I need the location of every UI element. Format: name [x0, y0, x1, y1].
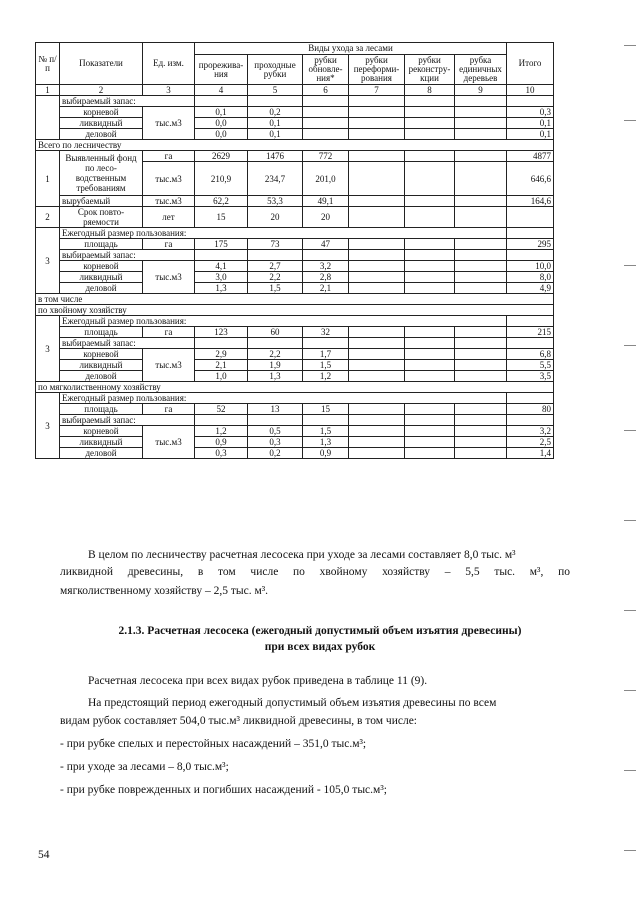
value-cell: 1,9 [248, 360, 303, 371]
table-row [36, 360, 554, 371]
value-cell: 1,5 [303, 360, 349, 371]
row-label: выбираемый запас: [60, 338, 195, 349]
total-cell: 3,5 [507, 371, 554, 382]
column-header-indicators: Показатели [60, 43, 143, 85]
value-cell: 0,5 [248, 426, 303, 437]
table-row [36, 118, 554, 129]
value-cell: 2,1 [195, 360, 248, 371]
row-label: площадь [60, 239, 143, 250]
table-row [36, 327, 554, 338]
section-label: по хвойному хозяйству [36, 305, 554, 316]
column-number: 8 [405, 85, 455, 96]
bullet-item: - при рубке спелых и перестойных насаждений – 351,0 тыс.м³; [60, 738, 367, 750]
value-cell [303, 118, 349, 129]
scan-edge-mark [624, 120, 636, 121]
table-row [36, 283, 554, 294]
row-label: ликвидный [60, 118, 143, 129]
scan-edge-mark [624, 430, 636, 431]
scan-edge-mark [624, 770, 636, 771]
column-number: 1 [36, 85, 60, 96]
table-row [36, 437, 554, 448]
column-header-type: прорежива-ния [195, 55, 248, 85]
value-cell [455, 162, 507, 196]
value-cell [405, 196, 455, 207]
num-cell: 3 [36, 316, 60, 382]
unit-cell: га [143, 327, 195, 338]
value-cell [455, 261, 507, 272]
value-cell: 1476 [248, 151, 303, 162]
value-cell [455, 239, 507, 250]
value-cell: 210,9 [195, 162, 248, 196]
value-cell [405, 207, 455, 228]
column-number: 7 [349, 85, 405, 96]
value-cell [303, 129, 349, 140]
num-cell: 1 [36, 151, 60, 207]
total-cell: 8,0 [507, 272, 554, 283]
value-cell [405, 448, 455, 459]
total-cell: 2,5 [507, 437, 554, 448]
value-cell [455, 404, 507, 415]
column-header-type: рубка единичных деревьев [455, 55, 507, 85]
section-label: Всего по лесничеству [36, 140, 554, 151]
value-cell: 62,2 [195, 196, 248, 207]
value-cell: 3,2 [303, 261, 349, 272]
table-row [36, 207, 554, 228]
table-row [36, 316, 554, 327]
section-row [36, 294, 554, 305]
value-cell [405, 261, 455, 272]
table-row [36, 371, 554, 382]
value-cell: 2629 [195, 151, 248, 162]
scan-edge-mark [624, 345, 636, 346]
total-cell: 80 [507, 404, 554, 415]
value-cell: 0,2 [248, 107, 303, 118]
value-cell: 20 [248, 207, 303, 228]
value-cell [455, 151, 507, 162]
value-cell [349, 437, 405, 448]
total-cell: 215 [507, 327, 554, 338]
value-cell [349, 349, 405, 360]
num-cell: 2 [36, 207, 60, 228]
value-cell: 1,3 [195, 283, 248, 294]
table-row [36, 261, 554, 272]
value-cell [349, 371, 405, 382]
value-cell: 15 [195, 207, 248, 228]
section-label: в том числе [36, 294, 554, 305]
total-cell: 10,0 [507, 261, 554, 272]
value-cell [455, 426, 507, 437]
unit-cell: тыс.м3 [143, 426, 195, 459]
value-cell: 0,0 [195, 129, 248, 140]
column-number: 6 [303, 85, 349, 96]
row-label: корневой [60, 426, 143, 437]
value-cell: 1,3 [303, 437, 349, 448]
column-number: 9 [455, 85, 507, 96]
value-cell [455, 129, 507, 140]
row-label: деловой [60, 448, 143, 459]
table-row [36, 196, 554, 207]
column-header-total: Итого [507, 43, 554, 85]
value-cell [349, 162, 405, 196]
value-cell [455, 448, 507, 459]
value-cell [349, 283, 405, 294]
value-cell: 52 [195, 404, 248, 415]
total-cell: 0,1 [507, 118, 554, 129]
table-row [36, 349, 554, 360]
row-label: деловой [60, 283, 143, 294]
row-label: площадь [60, 404, 143, 415]
table-row [36, 129, 554, 140]
row-label: выбираемый запас: [60, 96, 195, 107]
value-cell [405, 239, 455, 250]
value-cell [405, 272, 455, 283]
value-cell: 1,7 [303, 349, 349, 360]
value-cell [349, 118, 405, 129]
section-heading-line-1: 2.1.3. Расчетная лесосека (ежегодный допустимый объем изъятия древесины) [118, 625, 522, 637]
section-row [36, 305, 554, 316]
value-cell: 0,9 [195, 437, 248, 448]
value-cell [455, 283, 507, 294]
value-cell [455, 349, 507, 360]
row-label: вырубаемый [60, 196, 143, 207]
value-cell: 1,5 [303, 426, 349, 437]
unit-cell: тыс.м3 [143, 107, 195, 140]
value-cell: 201,0 [303, 162, 349, 196]
total-cell: 4877 [507, 151, 554, 162]
bullet-item: - при уходе за лесами – 8,0 тыс.м³; [60, 761, 229, 773]
column-header-type: рубки обновле-ния* [303, 55, 349, 85]
scan-edge-mark [624, 850, 636, 851]
unit-cell: га [143, 151, 195, 162]
scan-edge-mark [624, 45, 636, 46]
column-header-type: рубки реконстру-кции [405, 55, 455, 85]
num-cell: 3 [36, 393, 60, 459]
num-cell: 3 [36, 228, 60, 294]
table-row [36, 107, 554, 118]
value-cell [455, 437, 507, 448]
value-cell [405, 349, 455, 360]
column-group-header: Виды ухода за лесами [195, 43, 507, 55]
value-cell [455, 327, 507, 338]
value-cell [455, 118, 507, 129]
value-cell: 53,3 [248, 196, 303, 207]
value-cell: 1,2 [195, 426, 248, 437]
row-label: выбираемый запас: [60, 415, 195, 426]
total-cell: 295 [507, 239, 554, 250]
value-cell: 0,3 [248, 437, 303, 448]
value-cell [349, 404, 405, 415]
row-label: ликвидный [60, 360, 143, 371]
row-label: корневой [60, 107, 143, 118]
value-cell [405, 107, 455, 118]
forest-care-table [35, 42, 554, 459]
value-cell: 2,9 [195, 349, 248, 360]
value-cell [405, 283, 455, 294]
value-cell: 2,8 [303, 272, 349, 283]
value-cell: 0,0 [195, 118, 248, 129]
value-cell: 2,7 [248, 261, 303, 272]
row-label: ликвидный [60, 437, 143, 448]
value-cell [349, 151, 405, 162]
table-row [36, 96, 554, 107]
column-header-type: проходные рубки [248, 55, 303, 85]
value-cell [349, 129, 405, 140]
value-cell [349, 239, 405, 250]
column-number: 2 [60, 85, 143, 96]
page-number: 54 [38, 849, 50, 861]
value-cell [349, 426, 405, 437]
value-cell: 772 [303, 151, 349, 162]
column-header-type: рубки переформи-рования [349, 55, 405, 85]
value-cell: 0,3 [195, 448, 248, 459]
paragraph-2: Расчетная лесосека при всех видах рубок приведена в таблице 11 (9). [88, 675, 428, 687]
cutting-table-wrapper [35, 42, 553, 459]
table-row [36, 393, 554, 404]
column-number: 10 [507, 85, 554, 96]
table-row [36, 239, 554, 250]
unit-cell: тыс.м3 [143, 261, 195, 294]
row-label: Ежегодный размер пользования: [60, 316, 507, 327]
total-cell: 1,4 [507, 448, 554, 459]
value-cell: 234,7 [248, 162, 303, 196]
value-cell: 15 [303, 404, 349, 415]
paragraph-1-line-2: ликвидной древесины, в том числе по хвойному хозяйству – 5,5 тыс. м³, по [60, 566, 570, 578]
value-cell [405, 162, 455, 196]
header-row [36, 43, 554, 55]
paragraph-3-line-1: На предстоящий период ежегодный допустимый объем изъятия древесины по всем [88, 697, 497, 709]
total-cell: 3,2 [507, 426, 554, 437]
section-label: по мягколиственному хозяйству [36, 382, 554, 393]
scan-edge-mark [624, 265, 636, 266]
table-row [36, 448, 554, 459]
value-cell: 3,0 [195, 272, 248, 283]
value-cell: 60 [248, 327, 303, 338]
section-heading-line-2: при всех видах рубок [264, 641, 376, 653]
value-cell: 1,2 [303, 371, 349, 382]
table-row [36, 151, 554, 162]
unit-cell: лет [143, 207, 195, 228]
value-cell [405, 129, 455, 140]
total-cell: 5,5 [507, 360, 554, 371]
total-cell: 6,8 [507, 349, 554, 360]
value-cell: 175 [195, 239, 248, 250]
value-cell [405, 360, 455, 371]
value-cell [405, 151, 455, 162]
paragraph-1-line-3: мягколиственному хозяйству – 2,5 тыс. м³. [60, 585, 269, 597]
value-cell: 2,2 [248, 349, 303, 360]
column-number: 3 [143, 85, 195, 96]
table-row [36, 415, 554, 426]
value-cell: 32 [303, 327, 349, 338]
value-cell [405, 437, 455, 448]
table-body [36, 43, 554, 459]
column-header-unit: Ед. изм. [143, 43, 195, 85]
value-cell: 4,1 [195, 261, 248, 272]
value-cell [349, 272, 405, 283]
column-number: 5 [248, 85, 303, 96]
row-label: Выявленный фонд по лесо-водственным требованиям [60, 151, 143, 196]
section-row [36, 140, 554, 151]
paragraph-3-line-2: видам рубок составляет 504,0 тыс.м³ ликвидной древесины, в том числе: [60, 715, 417, 727]
value-cell: 20 [303, 207, 349, 228]
column-header-num: № п/ п [36, 43, 60, 85]
value-cell: 1,5 [248, 283, 303, 294]
unit-cell: тыс.м3 [143, 196, 195, 207]
total-cell [507, 207, 554, 228]
column-number-row [36, 85, 554, 96]
value-cell [349, 360, 405, 371]
total-cell: 0,3 [507, 107, 554, 118]
value-cell [455, 272, 507, 283]
value-cell: 0,9 [303, 448, 349, 459]
table-row [36, 404, 554, 415]
value-cell [349, 107, 405, 118]
table-row [36, 272, 554, 283]
value-cell: 49,1 [303, 196, 349, 207]
value-cell: 123 [195, 327, 248, 338]
value-cell [303, 107, 349, 118]
value-cell: 2,2 [248, 272, 303, 283]
value-cell [405, 118, 455, 129]
row-label: площадь [60, 327, 143, 338]
bullet-item: - при рубке поврежденных и погибших насаждений - 105,0 тыс.м³; [60, 784, 387, 796]
value-cell [349, 261, 405, 272]
total-cell: 164,6 [507, 196, 554, 207]
value-cell [455, 371, 507, 382]
value-cell [349, 207, 405, 228]
table-row [36, 250, 554, 261]
section-row [36, 382, 554, 393]
scan-edge-mark [624, 690, 636, 691]
row-label: деловой [60, 371, 143, 382]
table-row [36, 228, 554, 239]
row-label: Срок повто-ряемости [60, 207, 143, 228]
total-cell: 646,6 [507, 162, 554, 196]
unit-cell: га [143, 404, 195, 415]
total-cell: 0,1 [507, 129, 554, 140]
value-cell: 0,1 [248, 129, 303, 140]
value-cell: 47 [303, 239, 349, 250]
table-row [36, 426, 554, 437]
row-label: выбираемый запас: [60, 250, 195, 261]
unit-cell: га [143, 239, 195, 250]
value-cell: 0,1 [195, 107, 248, 118]
total-cell: 4,9 [507, 283, 554, 294]
value-cell: 1,3 [248, 371, 303, 382]
unit-cell: тыс.м3 [143, 162, 195, 196]
row-label: корневой [60, 261, 143, 272]
row-label: Ежегодный размер пользования: [60, 393, 507, 404]
value-cell [455, 360, 507, 371]
num-cell [36, 96, 60, 140]
value-cell [349, 327, 405, 338]
value-cell: 0,2 [248, 448, 303, 459]
row-label: ликвидный [60, 272, 143, 283]
row-label: корневой [60, 349, 143, 360]
value-cell [455, 107, 507, 118]
value-cell: 0,1 [248, 118, 303, 129]
value-cell: 13 [248, 404, 303, 415]
column-number: 4 [195, 85, 248, 96]
value-cell [349, 448, 405, 459]
scan-edge-mark [624, 520, 636, 521]
unit-cell: тыс.м3 [143, 349, 195, 382]
value-cell: 73 [248, 239, 303, 250]
value-cell: 2,1 [303, 283, 349, 294]
value-cell [405, 404, 455, 415]
value-cell: 1,0 [195, 371, 248, 382]
value-cell [405, 426, 455, 437]
value-cell [455, 196, 507, 207]
value-cell [405, 371, 455, 382]
value-cell [455, 207, 507, 228]
paragraph-1-line-1: В целом по лесничеству расчетная лесосека при уходе за лесами составляет 8,0 тыс. м³ [88, 549, 516, 561]
row-label: Ежегодный размер пользования: [60, 228, 507, 239]
row-label: деловой [60, 129, 143, 140]
value-cell [349, 196, 405, 207]
table-row [36, 338, 554, 349]
value-cell [405, 327, 455, 338]
scan-edge-mark [624, 610, 636, 611]
